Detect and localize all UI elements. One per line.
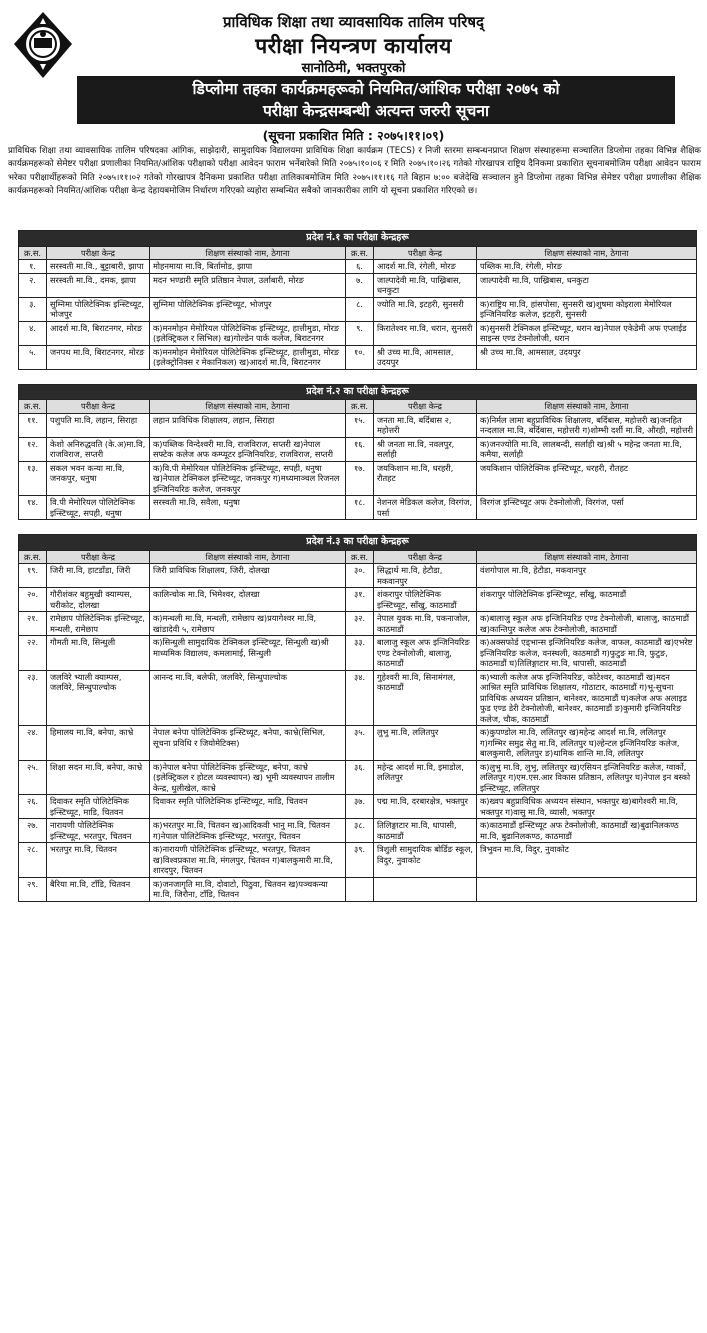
serial-number: २६. [19, 795, 47, 819]
exam-center: जाल्पादेवी मा.वि, पाख्रिबास, धनकुटा [374, 273, 477, 297]
exam-center: त्रिशुली सामुदायिक बोर्डिङ स्कूल, विदुर, नुवाकोट [374, 843, 477, 878]
serial-number: १९. [19, 564, 47, 588]
institutions: क)राष्ट्रिय मा.वि, हांसपोसा, सुनसरी ख)शुषमा कोइराला मेमोरियल इन्जिनियरिङ कलेज, इटहरी, सुनसरी [477, 297, 697, 321]
exam-center: शंकरापुर पोलिटेक्निक इन्स्टिच्यूट, साँखु, काठमाडौं [374, 588, 477, 612]
institutions: पब्लिक मा.वि, रंगेली, मोरङ [477, 260, 697, 274]
institutions: क)सिन्धुली सामुदायिक टेक्निकल इन्स्टिच्यूट, सिन्धुली ख)श्री माध्यमिक विद्यालय, कमलामाई, सिन्धुली [150, 636, 346, 671]
institutions: नेपाल बनेपा पोलिटेक्निक इन्स्टिच्यूट, बनेपा, काभ्रे(सिभिल, सूचना प्रविधि र जियोमेटिक्स) [150, 726, 346, 761]
column-header-center: परीक्षा केन्द्र [47, 246, 150, 260]
serial-number: ९. [346, 321, 374, 345]
table-row [19, 588, 697, 612]
table-row [19, 564, 697, 588]
serial-number: १. [19, 260, 47, 274]
exam-center: नेपाल युवक मा.वि, पकनाजोल, काठमाडौं [374, 612, 477, 636]
exam-center: गौरीशंकर बहुमुखी क्याम्पस, चरीकोट, दोलखा [47, 588, 150, 612]
table-row [19, 321, 697, 345]
exam-center: आदर्श मा.वि, रंगेली, मोरङ [374, 260, 477, 274]
column-header-institutions: शिक्षण संस्थाको नाम, ठेगाना [477, 246, 697, 260]
institutions: क)कुपण्डोल मा.वि, ललितपुर ख)महेन्द्र आदर्श मा.वि, ललितपुर ग)गम्भिर समुद्र सेतु मा.वि, ललितपुर घ)ल्हेन्टल इन्जिनियरिङ कलेज, बालकुमारी, ललितपुर ङ)थामिक शान्ति मा.वि, ललितपुर [477, 726, 697, 761]
exam-center: गौमती मा.वि, सिन्धुली [47, 636, 150, 671]
exam-center: ज्योति मा.वि, इटहरी, सुनसरी [374, 297, 477, 321]
column-header-institutions: शिक्षण संस्थाको नाम, ठेगाना [150, 400, 346, 414]
table-row [19, 260, 697, 274]
notice-header [0, 0, 707, 143]
banner-line-2: परीक्षा केन्द्रसम्बन्धी अत्यन्त जरुरी सूचना [263, 102, 489, 120]
table-row [19, 843, 697, 878]
table-row [19, 636, 697, 671]
table-row [19, 726, 697, 761]
exam-center: केशो अनिरुद्धवति (के.अ)मा.वि, राजविराज, सप्तरी [47, 437, 150, 461]
institutions: क)वि.पी मेमोरियल पोलिटेक्निक इन्स्टिच्यूट, सपही, धनुषा ख)नेपाल टेक्निकल इन्स्टिच्यूट, जनकपुर ग)मध्यमाञ्चल रिजनल इन्जिनियरिङ कलेज, जनकपुर [150, 461, 346, 496]
institutions [477, 877, 697, 901]
serial-number: १८. [346, 496, 374, 520]
serial-number: ३३. [346, 636, 374, 671]
column-header-sn: क्र.स. [346, 400, 374, 414]
table-row [19, 670, 697, 726]
column-header-institutions: शिक्षण संस्थाको नाम, ठेगाना [477, 550, 697, 564]
notice-title-banner [77, 76, 675, 124]
council-name: प्राविधिक शिक्षा तथा व्यावसायिक तालिम परिषद् [223, 13, 484, 31]
serial-number: ३७. [346, 795, 374, 819]
serial-number: २८. [19, 843, 47, 878]
serial-number: ३२. [346, 612, 374, 636]
publication-date: (सूचना प्रकाशित मिति : २०७५।११।०९) [262, 128, 445, 143]
serial-number: ३४. [346, 670, 374, 726]
exam-center: जनता मा.वि, बर्दिबास २, महोत्तरी [374, 413, 477, 437]
exam-center: सुम्निमा पोलिटेक्निक इन्स्टिच्यूट, भोजपुर [47, 297, 150, 321]
column-header-sn: क्र.स. [346, 550, 374, 564]
table-row [19, 297, 697, 321]
exam-center: किरातेश्वर मा.वि, धरान, सुनसरी [374, 321, 477, 345]
serial-number: ३०. [346, 564, 374, 588]
serial-number: ११. [19, 413, 47, 437]
serial-number: २५. [19, 760, 47, 795]
institutions: क)पब्लिक विन्देश्वरी मा.वि, राजविराज, सप्तरी ख)नेपाल सफ्टेक कलेज अफ कम्प्यूटर इन्जिनियरिङ, राजविराज, सप्तरी [150, 437, 346, 461]
exam-center: वि.पी मेमोरियल पोलिटेक्निक इन्स्टिच्यूट, सपही, धनुषा [47, 496, 150, 520]
exam-center: आदर्श मा.वि, बिराटनगर, मोरङ [47, 321, 150, 345]
exam-centers-tables [18, 230, 696, 902]
institutions: क)मन्थली मा.वि, मन्थली, रामेछाप ख)प्रयागेश्वर मा.वि, खांडादेवी ५, रामेछाप [150, 612, 346, 636]
column-header-center: परीक्षा केन्द्र [47, 400, 150, 414]
institutions: क)बालाजु स्कूल अफ इन्जिनियरिङ एण्ड टेक्नोलोजी, बालाजु, काठमाडौं ख)कान्तिपुर कलेज अफ टेक्नोलोजी, काठमाडौं [477, 612, 697, 636]
exam-center: सरस्वती मा.वि., दमक, झापा [47, 273, 150, 297]
serial-number: ७. [346, 273, 374, 297]
column-header-center: परीक्षा केन्द्र [47, 550, 150, 564]
exam-center: लुभु मा.वि, ललितपुर [374, 726, 477, 761]
table-row [19, 413, 697, 437]
institutions: क)जनजागृति मा.वि, दोवाटो, पिठुवा, चितवन ख)पञ्चकन्या मा.वि, जिरौना, टाँडि, चितवन [150, 877, 346, 901]
column-header-center: परीक्षा केन्द्र [374, 400, 477, 414]
table-row [19, 273, 697, 297]
serial-number: १२. [19, 437, 47, 461]
column-header-institutions: शिक्षण संस्थाको नाम, ठेगाना [477, 400, 697, 414]
exam-center: जिरी मा.वि, हाटडाँडा, जिरी [47, 564, 150, 588]
table-row [19, 760, 697, 795]
serial-number: ८. [346, 297, 374, 321]
serial-number: ३८. [346, 819, 374, 843]
exam-center: सिद्धार्थ मा.वि, हेटौडा, मकवानपुर [374, 564, 477, 588]
table-row [19, 795, 697, 819]
exam-center: श्री उच्च मा.वि, आमसाल, उदयपुर [374, 345, 477, 369]
serial-number: ३. [19, 297, 47, 321]
serial-number: २३. [19, 670, 47, 726]
column-header-institutions: शिक्षण संस्थाको नाम, ठेगाना [150, 246, 346, 260]
institutions: क)मनमोहन मेमोरियल पोलिटेक्निक इन्स्टिच्यूट, हात्तीमुडा, मोरङ (इलेक्ट्रिकल र सिभिल) ख)गोल्डेन पार्क कलेज, बिराटनगर [150, 321, 346, 345]
exam-center: जनपथ मा.वि, बिराटनगर, मोरङ [47, 345, 150, 369]
institutions: क)लुभु मा.वि, लुभु, ललितपुर ख)एसियन इन्जिनियरिङ कलेज, ग्वार्को, ललितपुर ग)एम.एस.आर विकास प्रतिष्ठान, ललितपुर घ)नेपाल इन बस्को इन्स्टिच्यूट, ललितपुर [477, 760, 697, 795]
serial-number: ५. [19, 345, 47, 369]
serial-number: ३५. [346, 726, 374, 761]
column-header-center: परीक्षा केन्द्र [374, 246, 477, 260]
institutions: जाल्पादेवी मा.वि, पाख्रिबास, धनकुटा [477, 273, 697, 297]
notice-intro-paragraph: प्राविधिक शिक्षा तथा व्यावसायिक तालिम परिषदका आंगिक, साझेदारी, सामुदायिक विद्यालयमा प्राविधिक शिक्षा कार्यक्रम (TECS) र निजी स्तरमा सम्बन्धनप्राप्त शिक्षण संस्थाहरूमा सञ्चालित डिप्लोमा तहका विभिन्न शैक्षिक कार्यक्रमहरूको सेमेष्टर परीक्षा प्रणालीका नियमित/आंशिक परीक्षाको परीक्षा आवेदन फाराम भर्नेबारेको मिति २०७५।१०।०६ र मिति २०७५।१०।२६ गतेको गोरखापत्र राष्ट्रिय दैनिकमा प्रकाशित सूचनाबमोजिम परीक्षा आवेदन फाराम भरेका परीक्षार्थीहरूको मिति २०७५।११।०२ गतेको गोरखापत्र दैनिकमा प्रकाशित परीक्षा तालिकाबमोजिम मिति २०७५।११।१६ गते बिहान ७:०० बजेदेखि सञ्चालन हुने डिप्लोमा तहका विभिन्न सेमेष्टर परीक्षा प्रणालीका शैक्षिक कार्यक्रमहरूको नियमित/आंशिक परीक्षा केन्द्र देहायबमोजिम निर्धारण गरिएको व्यहोरा सम्बन्धित सबैको जानकारीका लागि यो सूचना प्रकाशित गरिएको छ। [8, 146, 701, 196]
exam-center: बालाजु स्कूल अफ इन्जिनियरिङ एण्ड टेक्नोलोजी, बालाजु, काठमाडौं [374, 636, 477, 671]
column-header-institutions: शिक्षण संस्थाको नाम, ठेगाना [150, 550, 346, 564]
exam-center: नारायणी पोलिटेक्निक इन्स्टिच्यूट, भरतपुर, चितवन [47, 819, 150, 843]
exam-center: श्री जनता मा.वि, नवलपुर, सर्लाही [374, 437, 477, 461]
institutions: लहान प्राविधिक शिक्षालय, लहान, सिराहा [150, 413, 346, 437]
table-row [19, 437, 697, 461]
serial-number: १०. [346, 345, 374, 369]
table-spacer [18, 370, 696, 384]
table-row [19, 345, 697, 369]
table-row [19, 612, 697, 636]
exam-center: सकल भवन कन्या मा.वि, जनकपुर, धनुषा [47, 461, 150, 496]
serial-number: २९. [19, 877, 47, 901]
institutions: क)जनज्योति मा.वि, लालबन्दी, सर्लाही ख)श्री ५ महेन्द्र जनता मा.वि, कमैया, सर्लाही [477, 437, 697, 461]
serial-number: ३९. [346, 843, 374, 878]
institutions: क)नारायणी पोलिटेक्निक इन्स्टिच्यूट, भरतपुर, चितवन ख)विश्वप्रकाश मा.वि, मंगलपुर, चितवन ग)बालकुमारी मा.वि, शारदपुर, चितवन [150, 843, 346, 878]
serial-number: २२. [19, 636, 47, 671]
serial-number: १७. [346, 461, 374, 496]
serial-number: १५. [346, 413, 374, 437]
serial-number: २. [19, 273, 47, 297]
institutions: कालिन्चोक मा.वि, भिमेश्वर, दोलखा [150, 588, 346, 612]
institutions: मोहनमाया मा.वि, बिर्तामोड, झापा [150, 260, 346, 274]
table-row [19, 877, 697, 901]
province-title: प्रदेश नं.३ का परीक्षा केन्द्रहरू [19, 535, 697, 551]
province-table [18, 384, 697, 521]
serial-number [346, 877, 374, 901]
exam-center: रामेछाप पोलिटेक्निक इन्स्टिच्यूट, मन्थली, रामेछाप [47, 612, 150, 636]
institutions: क)मनमोहन मेमोरियल पोलिटेक्निक इन्स्टिच्यूट, हात्तीमुडा, मोरङ (इलेक्ट्रोनिक्स र मेकानिकल) ख)आदर्श मा.वि, बिराटनगर [150, 345, 346, 369]
banner-line-1: डिप्लोमा तहका कार्यक्रमहरूको नियमित/आंशिक परीक्षा २०७५ को [192, 80, 560, 98]
serial-number: १४. [19, 496, 47, 520]
institutions: क)सुनसरी टेक्निकल इन्स्टिच्यूट, धरान ख)नेपाल एकेडेमी अफ एप्लाईड साइन्स एण्ड टेक्नोलोजी, धरान [477, 321, 697, 345]
institutions: सरस्वती मा.वि, सवैला, धनुषा [150, 496, 346, 520]
table-row [19, 461, 697, 496]
serial-number: ४. [19, 321, 47, 345]
serial-number: १३. [19, 461, 47, 496]
province-table [18, 534, 697, 902]
serial-number: ६. [346, 260, 374, 274]
exam-center [374, 877, 477, 901]
table-spacer [18, 520, 696, 534]
serial-number: ३१. [346, 588, 374, 612]
institutions: त्रिभुवन मा.वि, विदुर, नुवाकोट [477, 843, 697, 878]
table-row [19, 496, 697, 520]
serial-number: २१. [19, 612, 47, 636]
institutions: सुम्निमा पोलिटेक्निक इन्स्टिच्यूट, भोजपुर [150, 297, 346, 321]
province-table [18, 230, 697, 370]
institutions: जयकिशान पोलिटेक्निक इन्स्टिच्यूट, धरहरी, रौतहट [477, 461, 697, 496]
institutions: क)निर्मल लामा बहुप्राविधिक शिक्षालय, बर्दिबास, महोत्तरी ख)जनहित नन्दलाल मा.वि, बर्दिबास, महोत्तरी ग)शोम्भी दर्शी मा.वि, औरही, महोत्तरी [477, 413, 697, 437]
exam-center: नेशनल मेडिकल कलेज, विरगंज, पर्सा [374, 496, 477, 520]
institutions: क)ख्वप बहुप्राविधिक अध्ययन संस्थान, भक्तपुर ख)बागेश्वरी मा.वि, भक्तपुर ग)वासु मा.वि, व्यासी, भक्तपुर [477, 795, 697, 819]
exam-center: दिवाकर स्मृति पोलिटेक्निक इन्स्टिच्यूट, माडि, चितवन [47, 795, 150, 819]
column-header-sn: क्र.स. [19, 550, 47, 564]
exam-center: गुहेश्वरी मा.वि, सिनामंगल, काठमाडौं [374, 670, 477, 726]
office-name: परीक्षा नियन्त्रण कार्यालय [255, 34, 452, 58]
institutions: क)भरतपुर मा.वि, चितवन ख)आदिकवी भानु मा.वि, चितवन ग)नेपाल पोलिटेक्निक इन्स्टिच्यूट, भरतपुर, चितवन [150, 819, 346, 843]
institutions: क)काठमाडौं इन्स्टिच्यूट अफ टेक्नोलोजी, काठमाडौं ख)बुढानिलकण्ठ मा.वि, बुढानिलकण्ठ, काठमाडौं [477, 819, 697, 843]
province-title: प्रदेश नं.१ का परीक्षा केन्द्रहरू [19, 231, 697, 247]
institutions: क)नेपाल बनेपा पोलिटेक्निक इन्स्टिच्यूट, बनेपा, काभ्रे (इलेक्ट्रिकल र होटल व्यवस्थापन) ख) भूमी व्यवस्थापन तालीम केन्द्र, धुलीखेल, काभ्रे [150, 760, 346, 795]
province-title: प्रदेश नं.२ का परीक्षा केन्द्रहरू [19, 384, 697, 400]
column-header-sn: क्र.स. [19, 246, 47, 260]
institutions: आनन्द मा.वि, बलेफी, जलविरे, सिन्धुपाल्चोक [150, 670, 346, 726]
institutions: वंशगोपाल मा.वि, हेटौडा, मकवानपुर [477, 564, 697, 588]
exam-center: शिक्षा सदन मा.वि, बनेपा, काभ्रे [47, 760, 150, 795]
serial-number: २४. [19, 726, 47, 761]
institutions: क)भ्याली कलेज अफ इन्जिनियरिङ, कोटेश्वर, काठमाडौं ख)मदन आश्रित स्मृति प्राविधिक शिक्षालय, गोठाटार, काठमाडौं ग)भू-सुचना प्राविधिक अध्ययन प्रतिष्ठान, बानेश्वर, काठमाडौं घ)कलेज अफ अलाइड फुड एण्ड डेरी टेक्नोलोजी, बानेश्वर, काठमाडौं ङ)कुमारी इन्जिनियरिङ कलेज, चौक, काठमाडौं [477, 670, 697, 726]
institutions: क)अक्सफोर्ड एड्भान्स इन्जिनियरिङ कलेज, वाफल, काठमाडौं ख)एभरेष्ट इन्जिनियरिङ कलेज, वनस्थली, काठमाडौं ग)फुटुङ मा.वि, फुटुङ, काठमाडौं घ)तिलिङ्गाटार मा.वि, धापासी, काठमाडौं [477, 636, 697, 671]
institutions: विरगंज इन्स्टिच्यूट अफ टेक्नोलोजी, विरगंज, पर्सा [477, 496, 697, 520]
exam-center: पशुपति मा.वि, लहान, सिराहा [47, 413, 150, 437]
column-header-sn: क्र.स. [346, 246, 374, 260]
serial-number: ३६. [346, 760, 374, 795]
office-location: सानोठिमी, भक्तपुरको [301, 61, 406, 76]
exam-center: सरस्वती मा.वि., बुट्टाबारी, झापा [47, 260, 150, 274]
exam-center: बैरिया मा.वि, टाँडि, चितवन [47, 877, 150, 901]
column-header-sn: क्र.स. [19, 400, 47, 414]
exam-center: जयकिशान मा.वि, धरहरी, रौतहट [374, 461, 477, 496]
serial-number: २७. [19, 819, 47, 843]
exam-center: भरतपुर मा.वि, चितवन [47, 843, 150, 878]
institutions: श्री उच्च मा.वि, आमसाल, उदयपुर [477, 345, 697, 369]
institutions: जिरी प्राविधिक शिक्षालय, जिरी, दोलखा [150, 564, 346, 588]
institutions: शंकरापुर पोलिटेक्निक इन्स्टिच्यूट, साँखु, काठमाडौं [477, 588, 697, 612]
institutions: दिवाकर स्मृति पोलिटेक्निक इन्स्टिच्यूट, माडि, चितवन [150, 795, 346, 819]
institutions: मदन भण्डारी स्मृति प्रतिष्ठान नेपाल, उर्लाबारी, मोरङ [150, 273, 346, 297]
exam-center: हिमालय मा.वि, बनेपा, काभ्रे [47, 726, 150, 761]
exam-center: तिलिङ्गाटार मा.वि, धापासी, काठमाडौं [374, 819, 477, 843]
column-header-center: परीक्षा केन्द्र [374, 550, 477, 564]
exam-center: महेन्द्र आदर्श मा.वि, इमाडोल, ललितपुर [374, 760, 477, 795]
serial-number: १६. [346, 437, 374, 461]
exam-center: पद्म मा.वि, दरबारक्षेत्र, भक्तपुर [374, 795, 477, 819]
exam-center: जलविरे भ्याली क्याम्पस, जलविरे, सिन्धुपाल्चोक [47, 670, 150, 726]
serial-number: २०. [19, 588, 47, 612]
table-row [19, 819, 697, 843]
